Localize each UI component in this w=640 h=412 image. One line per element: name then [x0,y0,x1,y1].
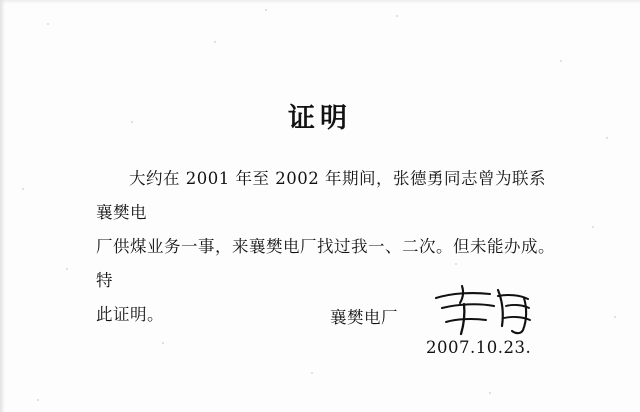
scan-speck [606,137,608,139]
body-line-3-text: 此证明。 [96,305,164,324]
scan-speck [489,392,491,394]
scan-speck [214,41,216,43]
scan-speck [396,15,398,17]
scan-speck [66,268,68,270]
body-line-1-text: 大约在 2001 年至 2002 年期间，张德勇同志曾为联系襄樊电 [96,169,546,222]
scan-speck [162,342,164,344]
signature-date: 2007.10.23. [426,338,532,357]
page-edge-shadow-left [0,0,5,412]
scan-speck [37,399,39,401]
scan-speck [560,60,562,62]
scan-speck [265,9,267,11]
page-edge-shadow-top [0,0,640,4]
scan-speck [22,188,24,190]
scan-speck [592,226,594,228]
scan-speck [47,23,49,25]
handwritten-signature-icon [428,282,538,338]
scan-speck [311,372,313,374]
signature-row [330,296,590,340]
scan-speck [614,316,616,318]
document-title: 证明 [288,103,352,134]
body-paragraph-line-1 [96,162,558,230]
organization-name: 襄樊电厂 [330,308,398,327]
body-line-2-text: 厂供煤业务一事，来襄樊电厂找过我一、二次。但未能办成。特 [96,237,555,290]
